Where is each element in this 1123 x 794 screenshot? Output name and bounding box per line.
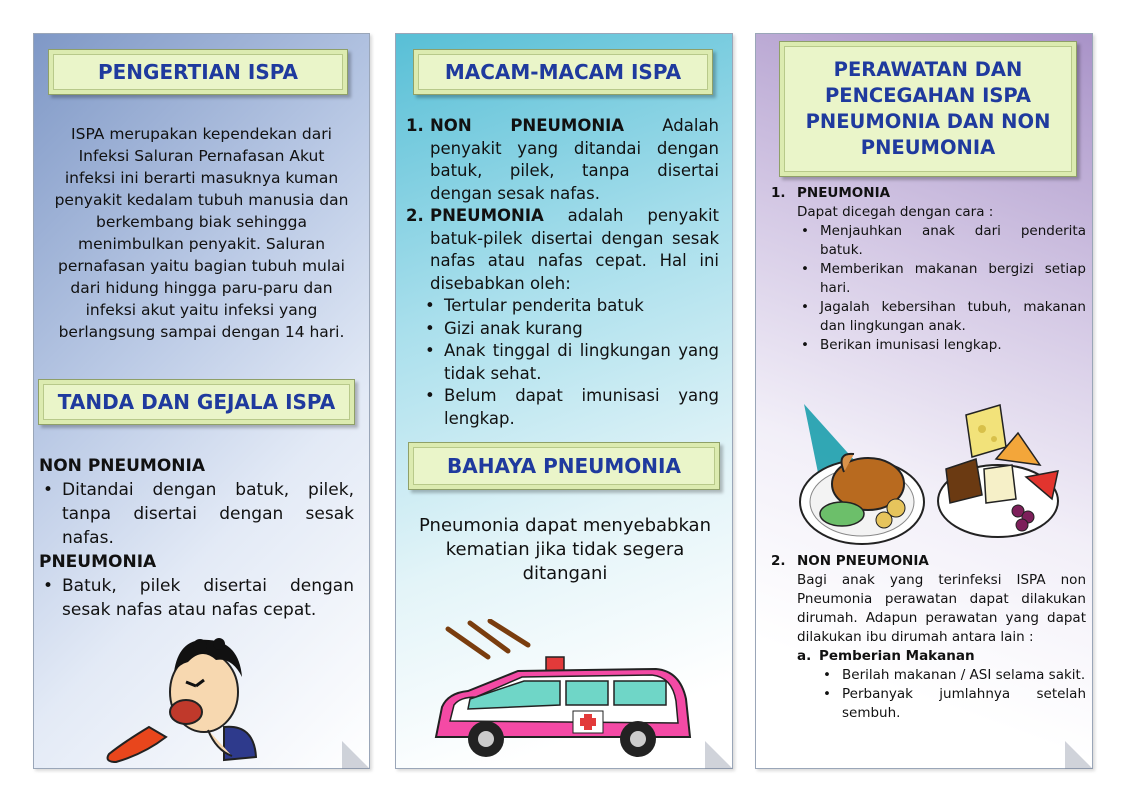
ambulance-illustration (428, 619, 708, 764)
prevention-item: • Jagalah kebersihan tubuh, makanan dan lingkungan anak. (797, 298, 1086, 336)
cause-item: • Gizi anak kurang (421, 318, 719, 341)
cause-item: • Anak tinggal di lingkungan yang tidak sehat. (421, 340, 719, 385)
types-list: 1. NON PNEUMONIA Adalah penyakit yang ditandai dengan batuk, pilek, tanpa disertai dengan sesak nafas. 2. PNEUMONIA adalah penyakit batuk-pilek disertai dengan sesak nafas atau nafas cepat. Hal ini disebabkan oleh: • Tertular penderita batuk • Gizi anak kurang • Anak tinggal di lingkungan yang tidak sehat. • Belum dapat imunisasi yang lengkap. (406, 115, 719, 430)
cheese-fruit-plate-illustration (936, 399, 1066, 549)
coughing-child-illustration (104, 632, 274, 767)
prevention-item: • Memberikan makanan bergizi setiap hari. (797, 260, 1086, 298)
prevention-section: 1. PNEUMONIA Dapat dicegah dengan cara : • Menjauhkan anak dari penderita batuk. • Memberikan makanan bergizi setiap hari. • Jagalah kebersihan tubuh, makanan dan lingkungan anak. • Berikan imunisasi lengkap. (771, 184, 1086, 355)
pneumonia-title: PNEUMONIA (39, 552, 157, 572)
type-pneumonia-desc: adalah penyakit batuk-pilek disertai dengan sesak nafas atau nafas cepat. Hal ini disebabkan oleh: (430, 206, 719, 293)
cause-item: • Tertular penderita batuk (421, 295, 719, 318)
panel-perawatan (755, 33, 1093, 769)
heading-macam-macam-ispa: MACAM-MACAM ISPA (413, 49, 713, 95)
home-care-title: NON PNEUMONIA (797, 553, 929, 569)
type-non-pneumonia-desc: Adalah penyakit yang ditandai dengan batuk, pilek, tanpa disertai dengan sesak nafas. (430, 116, 720, 203)
heading-pengertian-ispa: PENGERTIAN ISPA (48, 49, 348, 95)
home-care-text: Bagi anak yang terinfeksi ISPA non Pneumonia perawatan dapat dilakukan dirumah. Adapun perawatan yang dapat dilakukan ibu dirumah antara lain : (797, 572, 1086, 645)
non-pneumonia-title: NON PNEUMONIA (39, 456, 206, 476)
pneumonia-symptom: • Batuk, pilek disertai dengan sesak nafas atau nafas cepat. (39, 574, 354, 622)
prevention-pneumonia-title: PNEUMONIA (797, 185, 891, 201)
panel-pengertian (33, 33, 370, 769)
panel-macam (395, 33, 733, 769)
type-non-pneumonia-term: NON PNEUMONIA (430, 116, 625, 135)
type-pneumonia-term: PNEUMONIA (430, 206, 544, 225)
feeding-title: Pemberian Makanan (819, 648, 975, 664)
page-fold (342, 741, 370, 769)
symptoms-section (39, 454, 354, 622)
page-fold (705, 741, 733, 769)
home-care-section: 2. NON PNEUMONIA Bagi anak yang terinfeksi ISPA non Pneumonia perawatan dapat dilakukan dirumah. Adapun perawatan yang dapat dilakukan ibu dirumah antara lain : a. Pemberian Makanan • Berilah makanan / ASI selama sakit. • Perbanyak jumlahnya setelah sembuh. (771, 552, 1086, 723)
cause-item: • Belum dapat imunisasi yang lengkap. (421, 385, 719, 430)
prevention-item: • Berikan imunisasi lengkap. (797, 336, 1086, 355)
roast-chicken-plate-illustration (796, 402, 926, 552)
heading-bahaya-pneumonia: BAHAYA PNEUMONIA (408, 442, 720, 490)
non-pneumonia-symptom: • Ditandai dengan batuk, pilek, tanpa disertai dengan sesak nafas. (39, 478, 354, 550)
heading-tanda-gejala: TANDA DAN GEJALA ISPA (38, 379, 355, 425)
prevention-item: • Menjauhkan anak dari penderita batuk. (797, 222, 1086, 260)
heading-perawatan-pencegahan: PERAWATAN DAN PENCEGAHAN ISPA PNEUMONIA DAN NON PNEUMONIA (779, 41, 1077, 177)
danger-text: Pneumonia dapat menyebabkan kematian jika tidak segera ditangani (419, 515, 711, 584)
feeding-item: • Perbanyak jumlahnya setelah sembuh. (819, 685, 1086, 723)
page-fold (1065, 741, 1093, 769)
definition-text: ISPA merupakan kependekan dari Infeksi Saluran Pernafasan Akut infeksi ini berarti masuknya kuman penyakit kedalam tubuh manusia dan berkembang biak sehingga menimbulkan penyakit. Saluran pernafasan yaitu bagian tubuh mulai dari hidung hingga paru-paru dan infeksi akut yaitu infeksi yang berlangsung sampai dengan 14 hari. (54, 125, 349, 341)
prevention-intro: Dapat dicegah dengan cara : (797, 204, 994, 220)
feeding-item: • Berilah makanan / ASI selama sakit. (819, 666, 1086, 685)
